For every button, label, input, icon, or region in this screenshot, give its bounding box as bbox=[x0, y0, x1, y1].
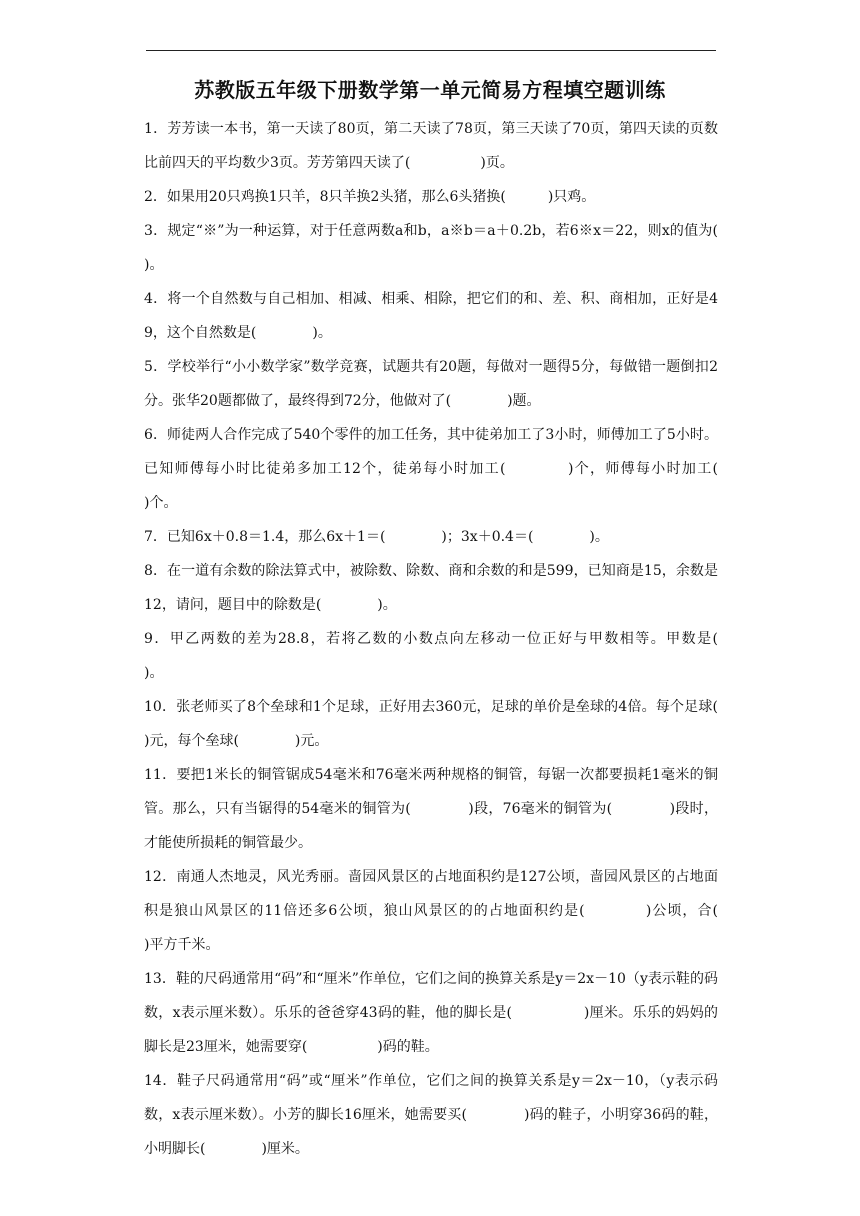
question-4 bbox=[144, 282, 718, 350]
question-6 bbox=[144, 418, 774, 520]
question-5 bbox=[144, 350, 718, 418]
question-text: 如果用20只鸡换1只羊，8只羊换2头猪，那么6头猪换( )只鸡。 bbox=[166, 189, 596, 205]
question-text: 已知6x＋0.8＝1.4，那么6x＋1＝( )；3x＋0.4＝( )。 bbox=[166, 529, 609, 545]
question-number: 1． bbox=[144, 121, 168, 137]
question-1 bbox=[144, 112, 718, 180]
question-number: 7． bbox=[144, 529, 167, 545]
question-8 bbox=[144, 554, 718, 622]
question-number: 5． bbox=[144, 359, 168, 375]
question-number: 2． bbox=[144, 189, 167, 205]
question-11 bbox=[144, 758, 718, 860]
question-number: 13． bbox=[144, 971, 176, 987]
question-text: 鞋子尺码通常用“码”或“厘米”作单位，它们之间的换算关系是y＝2x－10，（y表示码数，x表示厘米数）。小芳的脚长16厘米，她需要买( )码的鞋子，小明穿36码的鞋，小明脚长( )厘米。 bbox=[144, 1073, 718, 1157]
question-number: 3． bbox=[144, 223, 168, 239]
question-number: 11． bbox=[144, 767, 177, 783]
question-text: 将一个自然数与自己相加、相减、相乘、相除，把它们的和、差、积、商相加，正好是49，这个自然数是( )。 bbox=[144, 291, 718, 341]
question-3 bbox=[144, 214, 774, 282]
question-number: 10． bbox=[144, 699, 177, 715]
question-9 bbox=[144, 622, 774, 690]
question-text: 师徒两人合作完成了540个零件的加工任务，其中徒弟加工了3小时，师傅加工了5小时。已知师傅每小时比徒弟多加工12个，徒弟每小时加工( )个，师傅每小时加工( )个。 bbox=[144, 427, 774, 511]
question-text: 张老师买了8个垒球和1个足球，正好用去360元，足球的单价是垒球的4倍。每个足球( )元，每个垒球( )元。 bbox=[144, 699, 774, 749]
question-13 bbox=[144, 962, 718, 1064]
question-text: 要把1米长的铜管锯成54毫米和76毫米两种规格的铜管，每锯一次都要损耗1毫米的铜管。那么，只有当锯得的54毫米的铜管为( )段，76毫米的铜管为( )段时，才能使所损耗的铜管最少。 bbox=[144, 767, 718, 851]
question-text: 南通人杰地灵，风光秀丽。啬园风景区的占地面积约是127公顷，啬园风景区的占地面积是狼山风景区的11倍还多6公顷，狼山风景区的的占地面积约是( )公顷，合( )平方千米。 bbox=[144, 869, 774, 953]
question-text: 鞋的尺码通常用“码”和“厘米”作单位，它们之间的换算关系是y＝2x－10（y表示鞋的码数，x表示厘米数）。乐乐的爸爸穿43码的鞋，他的脚长是( )厘米。乐乐的妈妈的脚长是23厘米，她需要穿( )码的鞋。 bbox=[144, 971, 718, 1055]
question-number: 4． bbox=[144, 291, 168, 307]
question-14 bbox=[144, 1064, 718, 1166]
question-10 bbox=[144, 690, 774, 758]
question-7 bbox=[144, 520, 718, 554]
question-text: 规定“※”为一种运算，对于任意两数a和b，a※b＝a＋0.2b，若6※x＝22，则x的值为( )。 bbox=[144, 223, 774, 273]
question-2 bbox=[144, 180, 718, 214]
question-number: 14． bbox=[144, 1073, 177, 1089]
question-text: 甲乙两数的差为28.8，若将乙数的小数点向左移动一位正好与甲数相等。甲数是( )。 bbox=[144, 631, 774, 681]
question-number: 8． bbox=[144, 563, 168, 579]
question-text: 在一道有余数的除法算式中，被除数、除数、商和余数的和是599，已知商是15，余数是12，请问，题目中的除数是( )。 bbox=[144, 563, 718, 613]
page-title: 苏教版五年级下册数学第一单元简易方程填空题训练 bbox=[194, 78, 666, 102]
header-rule bbox=[146, 50, 716, 51]
question-number: 12． bbox=[144, 869, 177, 885]
question-text: 学校举行“小小数学家”数学竞赛，试题共有20题，每做对一题得5分，每做错一题倒扣2分。张华20题都做了，最终得到72分，他做对了( )题。 bbox=[144, 359, 718, 409]
question-number: 6． bbox=[144, 427, 168, 443]
question-number: 9． bbox=[144, 631, 170, 647]
question-list bbox=[144, 112, 774, 1166]
question-12 bbox=[144, 860, 774, 962]
question-text: 芳芳读一本书，第一天读了80页，第二天读了78页，第三天读了70页，第四天读的页数比前四天的平均数少3页。芳芳第四天读了( )页。 bbox=[144, 121, 718, 171]
